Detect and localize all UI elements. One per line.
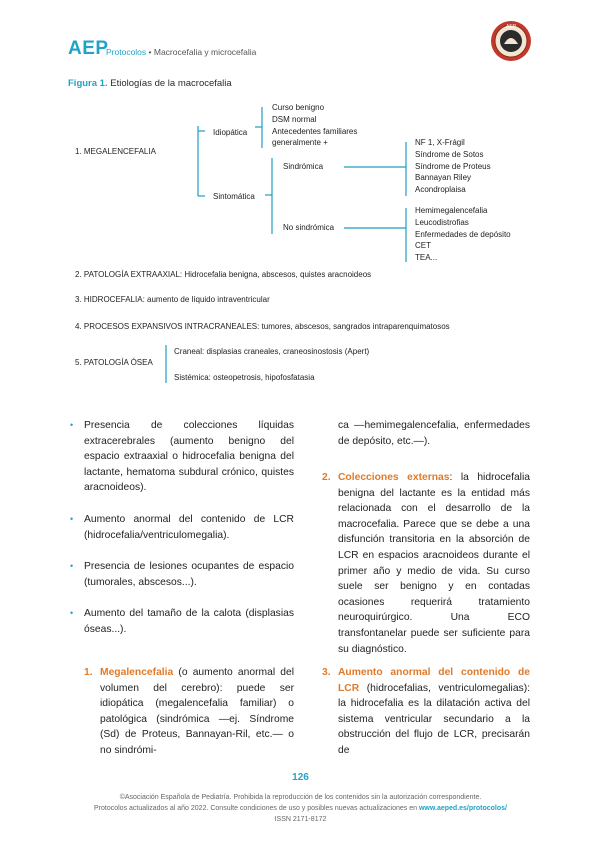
diagram-megalencefalia: 1. MEGALENCEFALIA (75, 147, 156, 156)
no-sindromica-item: Hemimegalencefalia (415, 206, 488, 215)
idiopatica-item: Curso benigno (272, 103, 325, 112)
footer-link[interactable]: www.aeped.es/protocolos/ (418, 805, 507, 812)
list-item (70, 606, 294, 637)
diagram-connectors (0, 0, 601, 400)
list-item (70, 559, 294, 590)
no-sindromica-item: Leucodistrofias (415, 217, 469, 227)
figure-label: Figura 1. (68, 78, 108, 89)
bullet-icon: • (70, 513, 74, 524)
no-sindromica-item: CET (415, 241, 431, 251)
idiopatica-item: generalmente + (272, 138, 328, 148)
list-item (70, 512, 294, 543)
idiopatica-item: Antecedentes familiares (272, 126, 358, 136)
diagram-idiopatica: Idiopática (213, 128, 248, 137)
footer-updates (0, 805, 601, 812)
sindromica-item: Síndrome de Sotos (415, 149, 484, 159)
bullet-text: Aumento anormal del contenido de LCR (hidrocefalia/ventriculomegalia). (84, 513, 294, 541)
diagram-procesos: 4. PROCESOS EXPANSIVOS INTRACRANEALES: tumores, abscesos, sangrados intraparenquimatosos (75, 322, 450, 331)
sindromica-item: Bannayan Riley (415, 173, 472, 183)
diagram-idiopatica-items (272, 102, 357, 149)
section-3 (322, 665, 530, 759)
footer-updates-text: Protocolos actualizados al año 2022. Consulte condiciones de uso y posibles nuevas actualizaciones en (94, 805, 419, 812)
bullet-text: Presencia de lesiones ocupantes de espacio (tumorales, abscesos...). (84, 561, 294, 588)
diagram-sindromica-items (415, 137, 491, 196)
diagram-craneal: Craneal: displasias craneales, craneosinostosis (Apert) (174, 347, 370, 356)
section-1-number: 1. (84, 667, 93, 678)
section-3-text: (hidrocefalias, ventriculomegalias): la hidrocefalia es la dilatación activa del sistema ventricular secundario a la obstrucción del flujo de LCR, precisarán de (338, 682, 530, 756)
sindromica-item: Acondroplaisa (415, 185, 466, 195)
section-1 (84, 665, 294, 759)
diagram-patologia-osea: 5. PATOLOGÍA ÓSEA (75, 358, 153, 367)
diagram-sindromica: Sindrómica (283, 162, 324, 171)
diagram-no-sindromica-items (415, 205, 511, 264)
diagram-extraaxial: 2. PATOLOGÍA EXTRAAXIAL: Hidrocefalia benigna, abscesos, quistes aracnoideos (75, 270, 372, 279)
left-column (70, 418, 294, 654)
bullet-icon: • (70, 420, 74, 430)
figure-caption: Etiologías de la macrocefalia (107, 78, 232, 89)
list-item (70, 418, 294, 496)
seal-text: AEP (505, 24, 517, 30)
breadcrumb-topic: Macrocefalia y microcefalia (153, 47, 257, 57)
diagram-no-sindromica: No sindrómica (283, 223, 335, 232)
aep-logo: AEP (68, 38, 109, 59)
diagram-sistemica: Sistémica: osteopetrosis, hipofosfatasia (174, 373, 315, 382)
sindromica-item: Síndrome de Proteus (415, 161, 491, 171)
no-sindromica-item: Enfermedades de depósito (415, 229, 511, 239)
section-1-text: (o aumento anormal del volumen del cerebro): puede ser idiopática (megalencefalia familiar) o patológica (sindrómica —ej. Síndrome (Sd) de Proteus, Bannayan-Ril, etc.— o no sindrómi- (100, 667, 294, 756)
diagram-sintomatica: Sintomática (213, 192, 255, 201)
section-3-number: 3. (322, 667, 331, 678)
footer-copyright: ©Asociación Española de Pediatría. Prohibida la reproducción de los contenidos sin la autorización correspondiente. (119, 794, 482, 801)
bullet-text: Aumento del tamaño de la calota (displasias óseas...). (84, 608, 294, 635)
idiopatica-item: DSM normal (272, 114, 317, 124)
sindromica-item: NF 1, X-Frágil (415, 138, 465, 147)
right-column-continuation: ca —hemimegalencefalia, enfermedades de depósito, etc.—). (338, 420, 530, 447)
breadcrumb-protocolos[interactable]: Protocolos (106, 47, 147, 57)
diagram-hidrocefalia: 3. HIDROCEFALIA: aumento de líquido intraventricular (75, 295, 270, 304)
section-2 (322, 470, 530, 657)
breadcrumb-separator: • (146, 47, 154, 57)
section-1-title: Megalencefalia (100, 667, 174, 678)
no-sindromica-item: TEA... (415, 253, 438, 263)
page-number: 126 (292, 772, 309, 783)
bullet-icon: • (70, 608, 74, 619)
section-2-title: Colecciones externas (338, 472, 450, 483)
footer-issn: ISSN 2171-8172 (274, 816, 327, 823)
section-3-title: Aumento anormal del contenido de LCR (338, 667, 530, 694)
bullet-icon: • (70, 561, 74, 572)
bullet-text: Presencia de colecciones líquidas extracerebrales (aumento benigno del espacio extraaxial o hidrocefalia benigna del lactante, hematoma subdural crónico, quistes aracnoideos). (84, 420, 294, 494)
section-2-number: 2. (322, 472, 331, 483)
section-2-text: : la hidrocefalia benigna del lactante es la entidad más relacionada con el desarrollo de la macrocefalia. Parece que se debe a una disfunción transitoria en la absorción de LCR en espacios aracnoideos durante el primer año y medio de vida. Su curso suele ser benigno y en contadas ocasiones requerirá tratamiento neuroquirúrgico. Una ECO transfontanelar puede ser suficiente para su diagnóstico. (338, 472, 530, 655)
